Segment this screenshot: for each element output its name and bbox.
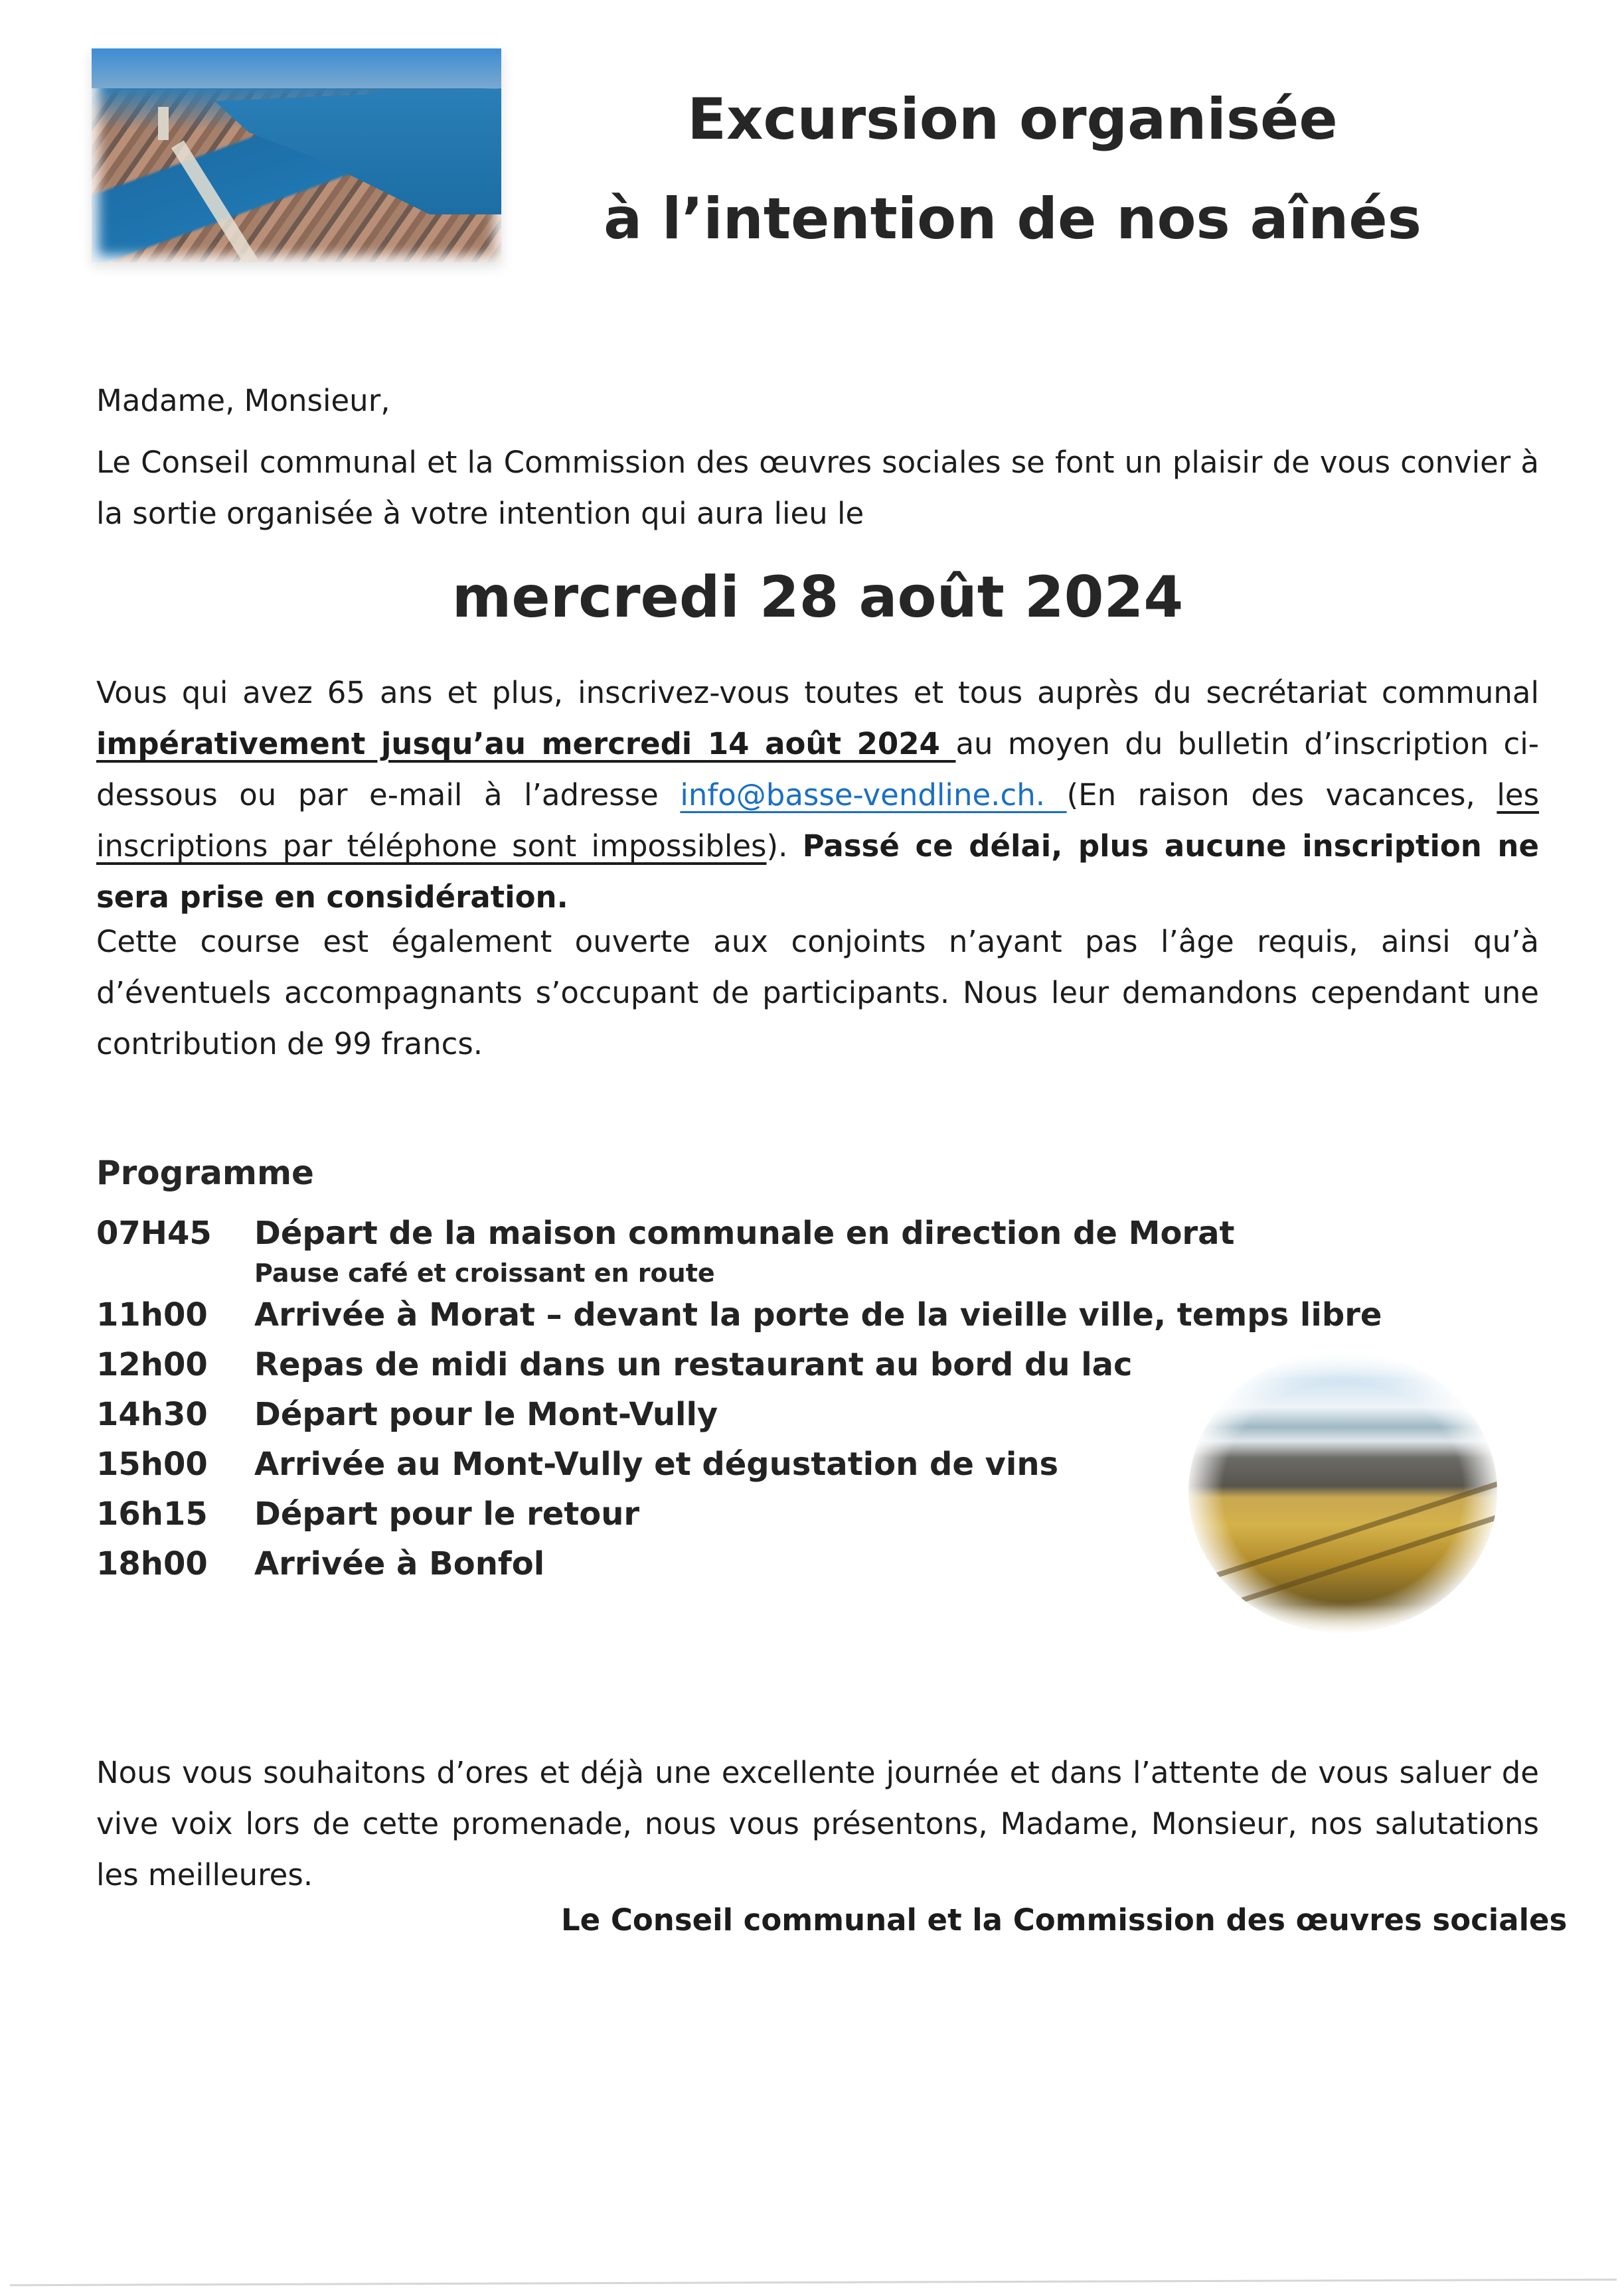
title-line-1: Excursion organisée xyxy=(687,86,1338,153)
photo-lake xyxy=(214,88,501,214)
header-photo-aerial-town xyxy=(92,48,501,262)
registration-paragraph xyxy=(96,667,1539,923)
registration-warning: Passé ce délai, plus aucune inscription ne sera prise en considération. xyxy=(96,828,1539,915)
registration-text-2: au moyen du bulletin d’inscription ci-dessous ou par e-mail à l’adresse xyxy=(96,726,1539,812)
schedule-time: 18h00 xyxy=(96,1545,208,1582)
schedule-time: 11h00 xyxy=(96,1296,208,1334)
photo-sky xyxy=(92,48,501,88)
registration-text-1: Vous qui avez 65 ans et plus, inscrivez-vous toutes et tous auprès du secrétariat communal xyxy=(96,675,1539,710)
event-date: mercredi 28 août 2024 xyxy=(451,564,1184,631)
closing-paragraph: Nous vous souhaitons d’ores et déjà une excellente journée et dans l’attente de vous saluer de vive voix lors de cette promenade, nous vous présentons, Madame, Monsieur, nos salutations les meilleures. xyxy=(96,1755,1539,1892)
vineyard-photo xyxy=(1188,1351,1497,1633)
scan-edge-divider xyxy=(10,2279,1617,2286)
photo-tower xyxy=(158,107,169,140)
schedule-note: Pause café et croissant en route xyxy=(254,1259,715,1288)
schedule-time: 16h15 xyxy=(96,1495,208,1533)
schedule-time: 14h30 xyxy=(96,1396,208,1433)
title-line-2: à l’intention de nos aînés xyxy=(604,186,1421,252)
schedule-time: 15h00 xyxy=(96,1446,208,1483)
programme-heading: Programme xyxy=(96,1154,314,1192)
schedule-time: 12h00 xyxy=(96,1346,208,1383)
schedule-desc: Repas de midi dans un restaurant au bord du lac xyxy=(254,1346,1133,1383)
companions-paragraph: Cette course est également ouverte aux conjoints n’ayant pas l’âge requis, ainsi qu’à d’éventuels accompagnants s’occupant de participants. Nous leur demandons cependant une contribution de 99 francs. xyxy=(96,924,1539,1061)
registration-text-4: ). xyxy=(766,828,803,864)
schedule-row xyxy=(96,1296,1524,1346)
schedule-desc: Arrivée au Mont-Vully et dégustation de vins xyxy=(254,1446,1059,1483)
registration-deadline: impérativement jusqu’au mercredi 14 août 2024 xyxy=(96,726,956,761)
schedule-desc: Départ de la maison communale en direction de Morat xyxy=(254,1215,1235,1252)
salutation: Madame, Monsieur, xyxy=(96,383,390,418)
schedule-desc: Départ pour le Mont-Vully xyxy=(254,1396,718,1433)
phone-notice: les inscriptions par téléphone sont impossibles xyxy=(96,777,1540,864)
signature: Le Conseil communal et la Commission des œuvres sociales xyxy=(561,1902,1568,1938)
page-title xyxy=(531,70,1494,269)
schedule-time: 07H45 xyxy=(96,1215,212,1252)
photo-street xyxy=(171,140,275,262)
registration-text-3: (En raison des vacances, xyxy=(1066,777,1497,812)
intro-paragraph: Le Conseil communal et la Commission des œuvres sociales se font un plaisir de vous convier à la sortie organisée à votre intention qui aura lieu le xyxy=(96,445,1539,531)
email-link[interactable]: info@basse-vendline.ch. xyxy=(680,777,1067,812)
schedule-desc: Départ pour le retour xyxy=(254,1495,640,1533)
schedule-desc: Arrivée à Bonfol xyxy=(254,1545,545,1582)
schedule-desc: Arrivée à Morat – devant la porte de la vieille ville, temps libre xyxy=(254,1296,1382,1334)
